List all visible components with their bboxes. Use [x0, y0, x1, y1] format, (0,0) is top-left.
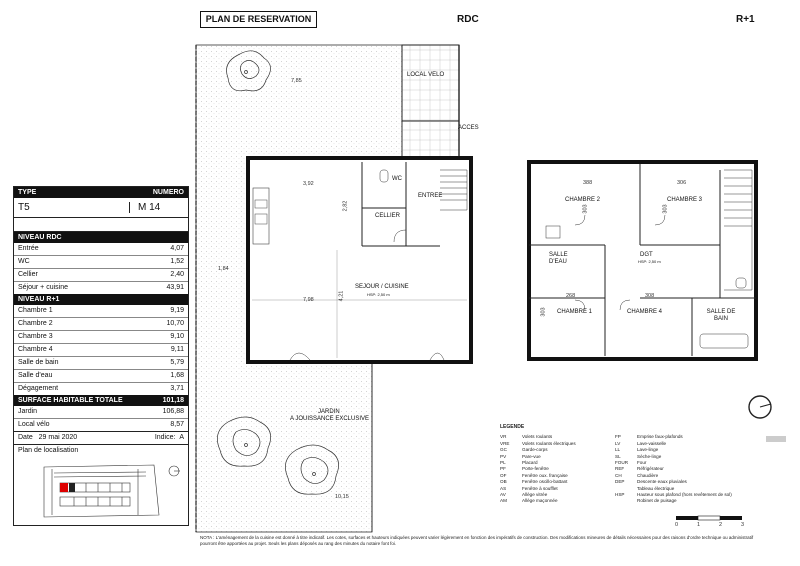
salle-de-bain-label: SALLE DE BAIN — [706, 309, 736, 322]
local-velo-label: LOCAL VELO — [407, 72, 445, 78]
surface-row-label: Chambre 1 — [18, 307, 53, 314]
legend-title: LEGENDE — [500, 424, 525, 430]
legend-abbreviation: SL — [615, 453, 621, 459]
niveau-rdc-label: NIVEAU RDC — [18, 234, 62, 241]
dgt-label: DGT — [640, 252, 653, 258]
type-label: TYPE — [18, 189, 37, 196]
chambre-1-label: CHAMBRE 1 — [557, 309, 593, 315]
dimension-label: 306 — [677, 180, 687, 186]
legend-abbreviation: AM — [500, 498, 507, 504]
legend-column-2 — [615, 434, 732, 504]
surface-row-value: 10,70 — [166, 320, 184, 327]
dimension-label: 303 — [582, 204, 589, 214]
legend-description: Garde-corps — [522, 447, 548, 453]
legend-description: Pare-vue — [522, 453, 541, 459]
legend-abbreviation: VRE — [500, 440, 510, 446]
legend-column-1 — [500, 434, 615, 504]
surface-row-value: 3,71 — [170, 385, 184, 392]
legend-abbreviation: CH — [615, 472, 622, 478]
date-label: Date — [18, 434, 33, 441]
compass-icon — [749, 396, 771, 418]
scale-label: 2 — [719, 522, 723, 528]
legend-abbreviation: HSP — [615, 492, 625, 498]
legend-abbreviation: AS — [500, 485, 507, 491]
chambre-2-label: CHAMBRE 2 — [565, 197, 601, 203]
legend-abbreviation: OB — [500, 479, 507, 485]
scale-label: 1 — [697, 522, 701, 528]
legend-description: Lave-vaisselle — [637, 440, 667, 446]
indice-label: Indice: — [154, 434, 176, 441]
legend-description: Descente eaux pluviales — [637, 479, 687, 485]
legend-abbreviation: VR — [500, 434, 507, 440]
bike-storage — [402, 45, 459, 158]
legend-description: Four — [637, 460, 647, 466]
dimension-label: 308 — [645, 293, 655, 299]
surface-row-label: WC — [18, 258, 30, 265]
cellier-label: CELLIER — [375, 213, 401, 219]
legend-description: Lave-linge — [637, 447, 659, 453]
dimension-label: 7,98 — [303, 297, 314, 303]
surface-row-label: Chambre 3 — [18, 333, 53, 340]
legend-description: Fenêtre oux. française — [522, 472, 568, 478]
surface-row-label: Chambre 4 — [18, 346, 53, 353]
dimension-label: 388 — [583, 180, 593, 186]
niveau-r1-label: NIVEAU R+1 — [18, 296, 60, 303]
legend-abbreviation: FP — [615, 434, 621, 440]
surface-row-value: 2,40 — [170, 271, 184, 278]
surface-row-label: Salle de bain — [18, 359, 59, 366]
sejour-label: SEJOUR / CUISINE — [355, 284, 409, 290]
legend-abbreviation: LV — [615, 440, 621, 446]
surface-row-value: 5,79 — [170, 359, 184, 366]
legend-abbreviation: REF — [615, 466, 625, 472]
scale-label: 3 — [741, 522, 745, 528]
chambre-3-label: CHAMBRE 3 — [667, 197, 703, 203]
legend-abbreviation: DEP — [615, 479, 625, 485]
surface-row-value: 9,11 — [170, 346, 184, 353]
surface-row-label: Cellier — [18, 271, 38, 278]
dimension-label: 303 — [662, 204, 669, 214]
scale-bar — [676, 516, 742, 520]
legend-description: Porte-fenêtre — [522, 466, 549, 472]
dimension-label: 1,84 — [218, 266, 229, 272]
legend-description: Allège maçonnée — [522, 498, 558, 504]
surface-row-label: Dégagement — [18, 385, 59, 392]
indice-value: A — [179, 434, 184, 441]
dimension-label: 2,82 — [342, 200, 349, 212]
surface-total-label: SURFACE HABITABLE TOTALE — [18, 397, 123, 404]
legend-abbreviation — [615, 498, 637, 504]
legend — [500, 424, 770, 505]
dimension-label: 10,15 — [335, 494, 349, 500]
dimension-label: 303 — [540, 307, 547, 317]
document-title: PLAN DE RESERVATION — [200, 11, 317, 28]
surface-row-label: Chambre 2 — [18, 320, 53, 327]
rdc-heading: RDC — [457, 14, 479, 25]
acces-label: ACCES — [458, 125, 479, 131]
surface-row-value: 1,68 — [170, 372, 184, 379]
r1-heading: R+1 — [736, 14, 755, 25]
dimension-label: 268 — [566, 293, 576, 299]
legend-abbreviation: GC — [500, 447, 507, 453]
legend-abbreviation: PL — [500, 460, 506, 466]
legend-description: Volets roulants électriques — [522, 440, 576, 446]
salle-eau-label: SALLE D'EAU — [549, 252, 568, 265]
sejour-hsp: HSP: 2,50 m — [367, 292, 390, 297]
surface-row-value: 43,91 — [166, 284, 184, 291]
surface-row-label: Jardin — [18, 408, 38, 415]
surface-row-label: Local vélo — [18, 421, 50, 428]
legend-description: Allège vitrée — [522, 492, 548, 498]
surface-row-label: Salle d'eau — [18, 372, 53, 379]
legend-description: Tableau électrique — [637, 485, 675, 491]
legend-abbreviation: FOUR — [615, 460, 629, 466]
numero-value: M 14 — [129, 202, 184, 213]
surface-row-value: 1,52 — [170, 258, 184, 265]
legend-abbreviation: PV — [500, 453, 507, 459]
chambre-4-label: CHAMBRE 4 — [627, 309, 663, 315]
surface-row-value: 106,88 — [162, 408, 184, 415]
surface-row-value: 8,57 — [170, 421, 184, 428]
surface-row-label: Séjour + cuisine — [18, 284, 69, 291]
legend-description: Fenêtre à soufflet — [522, 485, 558, 491]
jouissance-label: A JOUISSANCE EXCLUSIVE — [290, 416, 370, 422]
legend-abbreviation: OF — [500, 472, 507, 478]
legend-abbreviation: LL — [615, 447, 621, 453]
legend-description: Volets roulants — [522, 434, 553, 440]
dimension-label: 3,92 — [303, 181, 314, 187]
legend-description: Sèche-linge — [637, 453, 662, 459]
type-value: T5 — [18, 202, 30, 213]
surface-row-value: 9,10 — [170, 333, 184, 340]
wc-label: WC — [392, 176, 402, 182]
surface-row-value: 9,19 — [170, 307, 184, 314]
legend-description: Emprise faux-plafonds — [637, 434, 683, 440]
legend-description: Fenêtre oscillo-battant — [522, 479, 568, 485]
legend-description: Placard — [522, 460, 538, 466]
scale-label: 0 — [675, 522, 679, 528]
nota-text: NOTA : L'aménagement de la cuisine est donné à titre indicatif. Les cotes, surfaces et hauteurs indiquées peuvent varier légèrement en fonction des impératifs de construction. Des modifications mineures de détails nécessaires pour des raisons d'ordre technique ou administratif pourront être apportées au projet. Seuls les plans déposés au rang des minutes du notaire font foi. — [200, 535, 754, 546]
legend-description: Chaudière — [637, 472, 659, 478]
numero-label: NUMERO — [152, 189, 184, 196]
location-title: Plan de localisation — [18, 447, 79, 454]
legend-abbreviation: AV — [500, 492, 506, 498]
legend-description: Robinet de puisage — [637, 498, 677, 504]
dgt-hsp: HSP: 2,50 m — [638, 259, 661, 264]
dimension-label: 7,85 — [291, 78, 302, 84]
entree-label: ENTREE — [418, 193, 443, 199]
legend-description: Hauteur sous plafond (hors revêtement de sol) — [637, 492, 732, 498]
legend-abbreviation: PF — [500, 466, 506, 472]
date-value: 29 mai 2020 — [38, 434, 78, 441]
surface-row-label: Entrée — [18, 245, 39, 252]
legend-description: Réfrigérateur — [637, 466, 664, 472]
surface-row-value: 4,07 — [170, 245, 184, 252]
rdc-plan — [248, 158, 471, 362]
jardin-label: JARDIN — [318, 409, 340, 415]
surface-total-value: 101,18 — [162, 397, 184, 404]
dimension-label: 4,21 — [338, 290, 345, 302]
